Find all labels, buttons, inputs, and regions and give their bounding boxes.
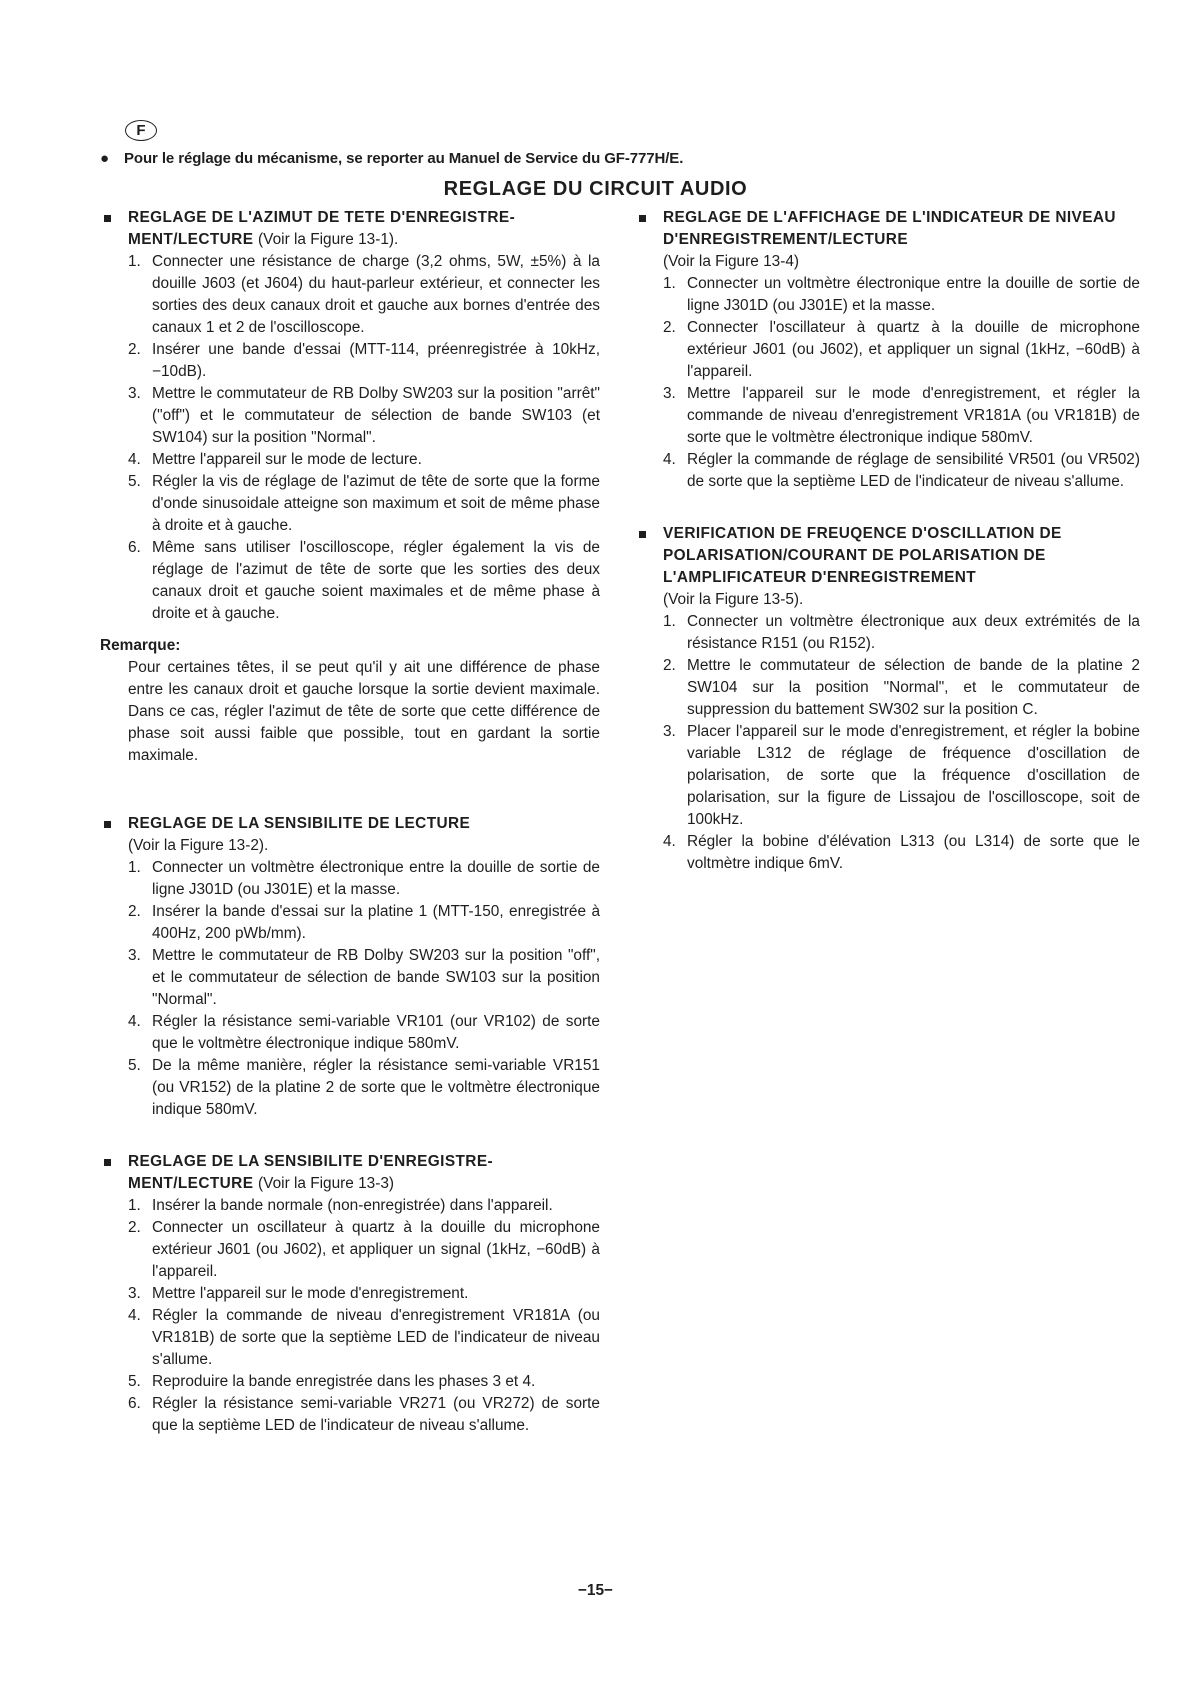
square-bullet-icon: [104, 1159, 111, 1166]
list-item: 5. De la même manière, régler la résistance semi-variable VR151 (ou VR152) de la platine 2 de sorte que le voltmètre électronique indique 580mV.: [128, 1057, 600, 1118]
list-item: 4. Régler la commande de niveau d'enregistrement VR181A (ou VR181B) de sorte que la septième LED de l'indicateur de niveau s'allume.: [128, 1307, 600, 1368]
list-item: 2. Insérer une bande d'essai (MTT-114, préenregistrée à 10kHz, −10dB).: [128, 341, 600, 380]
section-affichage-indicateur: [635, 207, 1140, 493]
page-number: −15−: [577, 1582, 614, 1599]
list-item: 3. Mettre le commutateur de RB Dolby SW203 sur la position "off", et le commutateur de sélection de bande SW103 sur la position "Normal".: [128, 947, 600, 1008]
list-item: 4. Régler la résistance semi-variable VR101 (our VR102) de sorte que le voltmètre électronique indique 580mV.: [128, 1013, 600, 1052]
steps-list: [663, 273, 1140, 493]
list-item: 5. Régler la vis de réglage de l'azimut de tête de sorte que la forme d'onde sinusoidale atteigne son maximum et soit de même phase à droite et à gauche.: [128, 473, 600, 534]
list-item: 4. Régler la bobine d'élévation L313 (ou L314) de sorte que le voltmètre indique 6mV.: [663, 833, 1140, 872]
steps-list: [128, 251, 600, 625]
page-title: REGLAGE DU CIRCUIT AUDIO: [443, 178, 748, 200]
remark-title: Remarque:: [100, 637, 181, 654]
section-title: REGLAGE DE LA SENSIBILITE D'ENREGISTRE-MENT/LECTURE (Voir la Figure 13-3): [128, 1153, 494, 1192]
list-item: 6. Même sans utiliser l'oscilloscope, régler également la vis de réglage de l'azimut de tête de sorte que les sorties des deux canaux droit et gauche soient maximales et de même phase à droite et à gauche.: [128, 539, 600, 622]
right-column: [635, 207, 1140, 875]
list-item: 4. Mettre l'appareil sur le mode de lecture.: [128, 451, 422, 468]
section-title: VERIFICATION DE FREUQENCE D'OSCILLATION DE POLARISATION/COURANT DE POLARISATION DE L'AMPLIFICATEUR D'ENREGISTREMENT: [663, 525, 1062, 586]
list-item: 6. Régler la résistance semi-variable VR271 (ou VR272) de sorte que la septième LED de l'indicateur de niveau s'allume.: [128, 1395, 600, 1434]
steps-list: [663, 611, 1140, 875]
square-bullet-icon: [639, 531, 646, 538]
list-item: 1. Connecter un voltmètre électronique entre la douille de sortie de ligne J301D (ou J301E) et la masse.: [663, 275, 1140, 314]
figure-reference: (Voir la Figure 13-3): [258, 1175, 395, 1192]
list-item: 1. Connecter une résistance de charge (3,2 ohms, 5W, ±5%) à la douille J603 (et J604) du haut-parleur extérieur, et connecter les sorties des deux canaux droit et gauche aux bornes d'entrée des canaux 1 et 2 de l'oscilloscope.: [128, 253, 600, 336]
section-verification-polarisation: [635, 523, 1140, 875]
section-azimut: [100, 207, 600, 625]
square-bullet-icon: [104, 215, 111, 222]
list-item: 2. Connecter un oscillateur à quartz à la douille du microphone extérieur J601 (ou J602), et appliquer un signal (1kHz, −60dB) à l'appareil.: [128, 1219, 600, 1280]
list-item: 1. Connecter un voltmètre électronique entre la douille de sortie de ligne J301D (ou J301E) et la masse.: [128, 859, 600, 898]
mechanism-note: [100, 150, 683, 167]
note-text: Pour le réglage du mécanisme, se reporter au Manuel de Service du GF-777H/E.: [124, 150, 684, 167]
list-item: 3. Mettre l'appareil sur le mode d'enregistrement, et régler la commande de niveau d'enregistrement VR181A (ou VR181B) de sorte que le voltmètre électronique indique 580mV.: [663, 385, 1140, 446]
steps-list: [128, 1195, 600, 1437]
list-item: 3. Placer l'appareil sur le mode d'enregistrement, et régler la bobine variable L312 de réglage de fréquence d'oscillation de polarisation, de sorte que la fréquence d'oscillation de polarisation, sur la figure de Lissajou de l'oscilloscope, soit de 100kHz.: [663, 723, 1140, 828]
note-bullet: ●: [100, 150, 109, 167]
list-item: 2. Connecter l'oscillateur à quartz à la douille de microphone extérieur J601 (ou J602), et appliquer un signal (1kHz, −60dB) à l'appareil.: [663, 319, 1140, 380]
steps-list: [128, 857, 600, 1121]
section-title: REGLAGE DE L'AZIMUT DE TETE D'ENREGISTRE-MENT/LECTURE (Voir la Figure 13-1).: [128, 209, 516, 248]
remark-body: Pour certaines têtes, il se peut qu'il y ait une différence de phase entre les canaux droit et gauche lorsque la sortie devient maximale. Dans ce cas, régler l'azimut de tête de sorte que cette différence de phase soit aussi faible que possible, tout en gardant la sortie maximale.: [128, 659, 600, 764]
figure-reference: (Voir la Figure 13-5).: [663, 591, 804, 608]
language-badge-icon: F: [125, 120, 157, 141]
square-bullet-icon: [104, 821, 111, 828]
remark-block: [100, 635, 600, 767]
left-column: [100, 207, 600, 1437]
list-item: 2. Mettre le commutateur de sélection de bande de la platine 2 SW104 sur la position "Normal", et le commutateur de suppression du battement SW302 sur la position C.: [663, 657, 1140, 718]
figure-reference: (Voir la Figure 13-2).: [128, 837, 269, 854]
figure-reference: (Voir la Figure 13-1).: [258, 231, 399, 248]
section-sensibilite-lecture: [100, 813, 600, 1121]
square-bullet-icon: [639, 215, 646, 222]
section-title: REGLAGE DE L'AFFICHAGE DE L'INDICATEUR DE NIVEAU D'ENREGISTREMENT/LECTURE: [663, 209, 1116, 248]
list-item: 1. Insérer la bande normale (non-enregistrée) dans l'appareil.: [128, 1197, 553, 1214]
list-item: 1. Connecter un voltmètre électronique aux deux extrémités de la résistance R151 (ou R152).: [663, 613, 1140, 652]
figure-reference: (Voir la Figure 13-4): [663, 253, 800, 270]
list-item: 3. Mettre le commutateur de RB Dolby SW203 sur la position "arrêt" ("off") et le commutateur de sélection de bande SW103 (et SW104) sur la position "Normal".: [128, 385, 600, 446]
list-item: 5. Reproduire la bande enregistrée dans les phases 3 et 4.: [128, 1373, 536, 1390]
section-title: REGLAGE DE LA SENSIBILITE DE LECTURE: [128, 815, 471, 832]
list-item: 4. Régler la commande de réglage de sensibilité VR501 (ou VR502) de sorte que la septième LED de l'indicateur de niveau s'allume.: [663, 451, 1140, 490]
section-sensibilite-enregistrement: [100, 1151, 600, 1437]
list-item: 2. Insérer la bande d'essai sur la platine 1 (MTT-150, enregistrée à 400Hz, 200 pWb/mm).: [128, 903, 600, 942]
list-item: 3. Mettre l'appareil sur le mode d'enregistrement.: [128, 1285, 469, 1302]
